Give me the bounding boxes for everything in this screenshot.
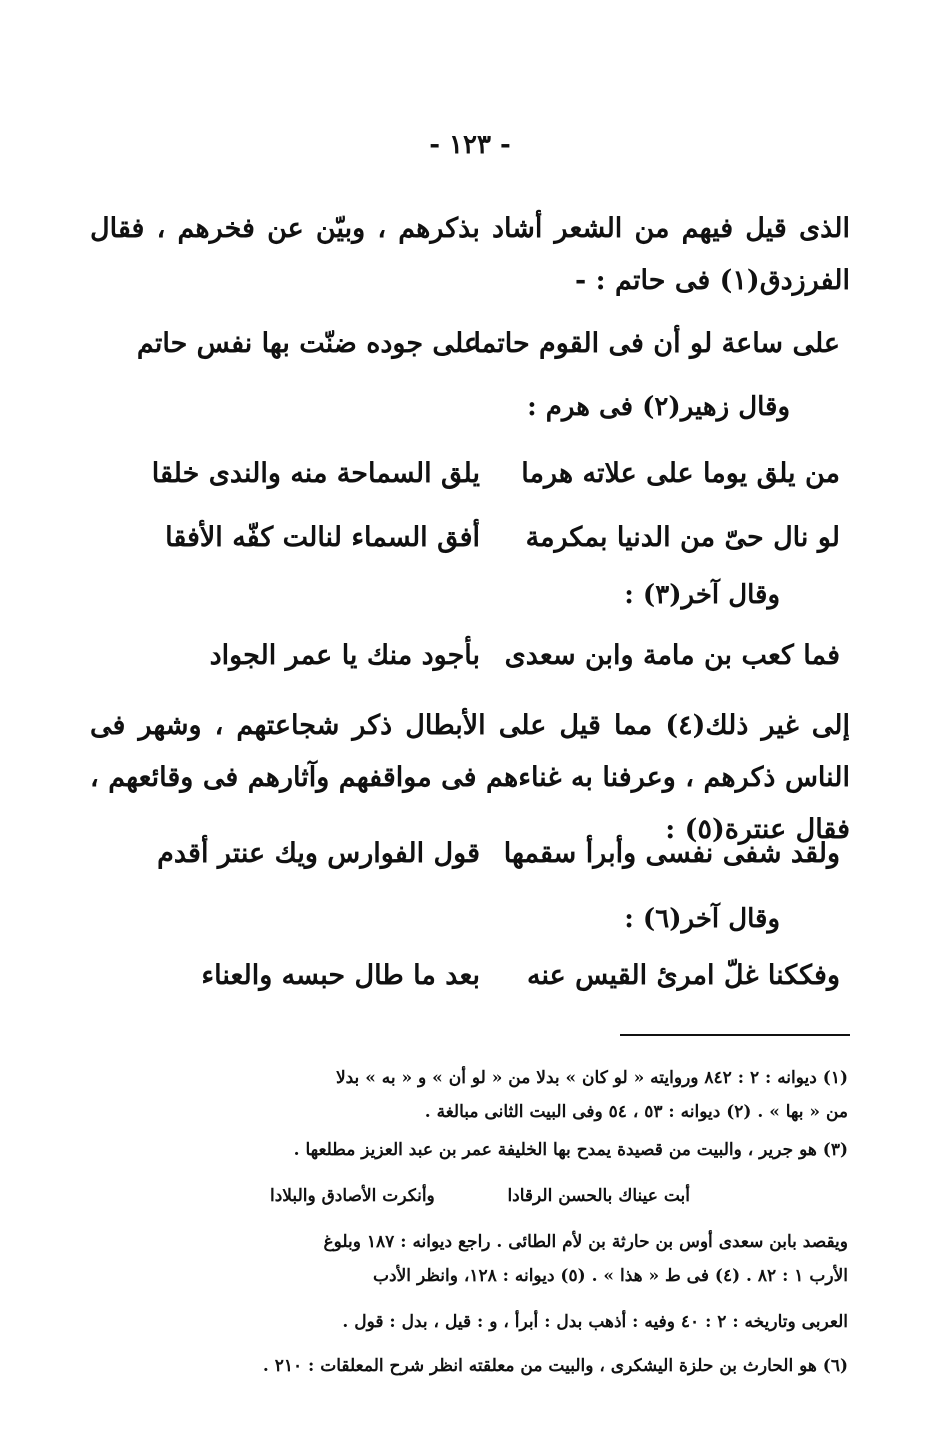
verse-first-hemistich: وفككنا غلّ امرئ القيس عنه xyxy=(527,960,840,991)
footnote-separator xyxy=(620,1034,850,1036)
verse-first-hemistich: على ساعة لو أن فى القوم حاتما xyxy=(473,328,840,359)
paragraph-intro: الذى قيل فيهم من الشعر أشاد بذكرهم ، وبيّن عن فخرهم ، فقال الفرزدق(١) فى حاتم : - xyxy=(90,213,850,296)
verse-line-4 xyxy=(120,640,840,690)
verse-line-2 xyxy=(120,458,840,508)
verse-line-6 xyxy=(120,960,840,1010)
footnote-4-5: الأرب ١ : ٨٢ . (٤) فى ط « هذا » . (٥) ديوانه : ١٢٨، وانظر الأدب xyxy=(373,1266,848,1286)
footnote-3: (٣) هو جرير ، والبيت من قصيدة يمدح بها الخليفة عمر بن عبد العزيز مطلعها . xyxy=(293,1140,848,1160)
paragraph-heroes: إلى غير ذلك(٤) مما قيل على الأبطال ذكر شجاعتهم ، وشهر فى الناس ذكرهم ، وعرفنا به غناءهم فى مواقفهم وآثارهم فى وقائعهم ، فقال عنترة(٥) : xyxy=(90,710,850,845)
page-number: - ١٢٣ - xyxy=(429,130,511,160)
footnote-verse xyxy=(270,1186,690,1216)
footnote-1: (١) ديوانه : ٢ : ٨٤٢ وروايته « لو كان » بدلا من « لو أن » و « به » بدلا xyxy=(335,1068,848,1088)
verse-second-hemistich: يلق السماحة منه والندى خلقا xyxy=(151,458,480,489)
verse-line-3 xyxy=(120,522,840,572)
verse-introduction: وقال آخر(٣) : xyxy=(624,580,780,610)
verse-first-hemistich: فما كعب بن مامة وابن سعدى xyxy=(504,640,840,671)
verse-first-hemistich: ولقد شفى نفسى وأبرأ سقمها xyxy=(503,838,840,869)
verse-first-hemistich: أبت عيناك بالحسن الرقادا xyxy=(507,1186,690,1206)
verse-line-5 xyxy=(120,838,840,888)
verse-first-hemistich: من يلق يوما على علاته هرما xyxy=(521,458,840,489)
verse-second-hemistich: وأنكرت الأصادق والبلادا xyxy=(270,1186,435,1206)
verse-second-hemistich: على جوده ضنّت بها نفس حاتم xyxy=(136,328,480,359)
verse-second-hemistich: أفق السماء لنالت كفّه الأفقا xyxy=(165,522,480,553)
footnote-1-2: من « بها » . (٢) ديوانه : ٥٣ ، ٥٤ وفى البيت الثانى مبالغة . xyxy=(424,1102,848,1122)
footnote-3-continued: ويقصد بابن سعدى أوس بن حارثة بن لأم الطائى . راجع ديوانه : ١٨٧ وبلوغ xyxy=(323,1232,848,1252)
footnote-5-continued: العربى وتاريخه : ٢ : ٤٠ وفيه : أذهب بدل : أبرأ ، و : قيل ، بدل : قول . xyxy=(342,1312,848,1332)
verse-first-hemistich: لو نال حىّ من الدنيا بمكرمة xyxy=(525,522,840,553)
verse-second-hemistich: قول الفوارس ويك عنتر أقدم xyxy=(157,838,480,869)
verse-introduction: وقال زهير(٢) فى هرم : xyxy=(527,392,790,422)
verse-line-1 xyxy=(120,328,840,378)
verse-second-hemistich: بعد ما طال حبسه والعناء xyxy=(201,960,480,991)
verse-second-hemistich: بأجود منك يا عمر الجواد xyxy=(209,640,480,671)
footnote-6: (٦) هو الحارث بن حلزة اليشكرى ، والبيت من معلقته انظر شرح المعلقات : ٢١٠ . xyxy=(262,1356,848,1376)
verse-introduction: وقال آخر(٦) : xyxy=(624,904,780,934)
